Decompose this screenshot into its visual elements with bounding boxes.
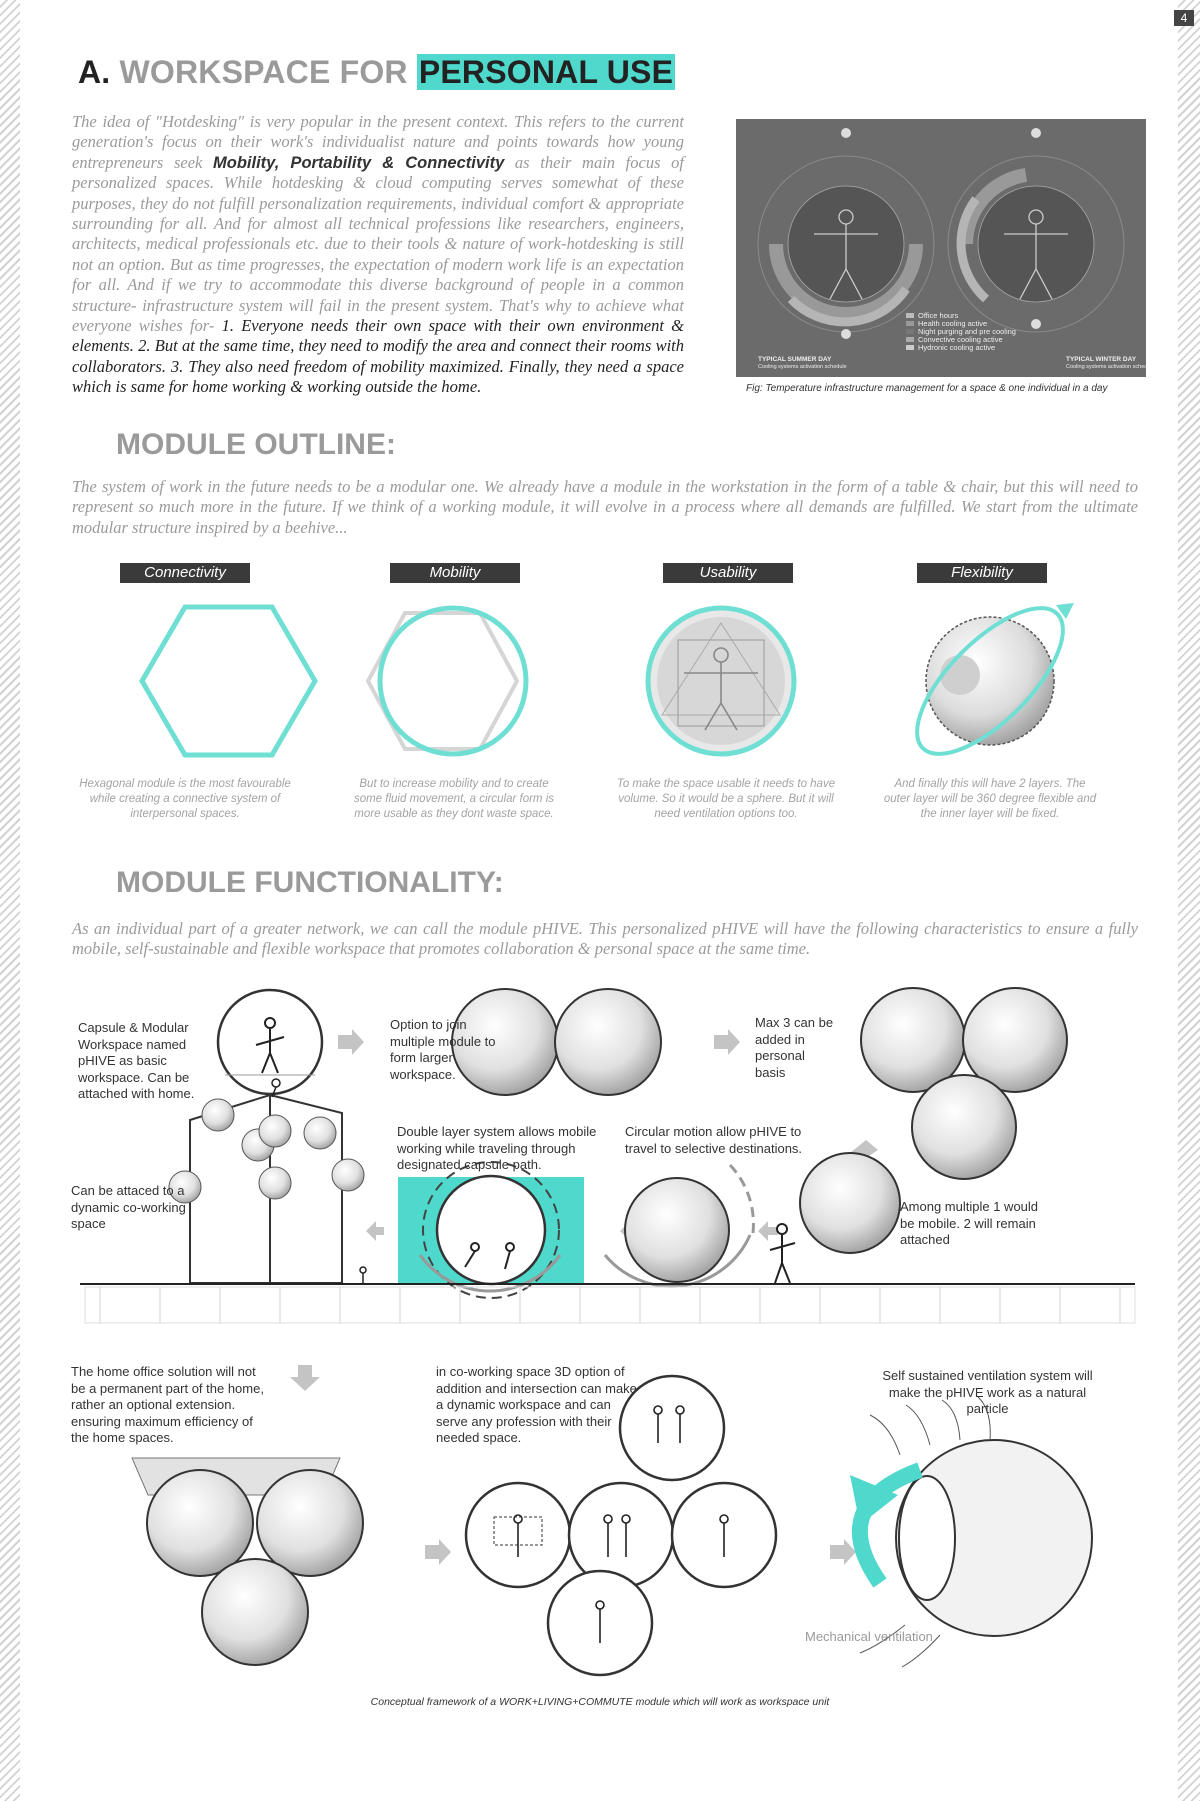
moon-icon: [841, 128, 851, 138]
label-join: Option to join multiple module to form larger workspace.: [390, 1017, 496, 1082]
hexagon-module: [142, 607, 315, 755]
summer-sub: Cooling systems activation schedule: [758, 364, 847, 370]
home-module: [257, 1470, 363, 1576]
title-highlight: PERSONAL USE: [418, 54, 674, 90]
figure-caption: Fig: Temperature infrastructure management for a space & one individual in a day: [746, 383, 1108, 394]
mobile-module: [800, 1153, 900, 1253]
module-functionality-text: As an individual part of a greater network, we can call the module pHIVE. This personalized pHIVE will have the following characteristics to ensure a fully mobile, self-sustainable and flexible workspace that promotes collaboration & personal space at the same time.: [72, 919, 1138, 959]
temperature-dials: [736, 119, 1146, 377]
intro-part-3: 1. Everyone needs their own space with their own environment & elements. 2. But at the same time, they need to modify the area and connect their rooms with collaborators. 3. They also need freedom of mobility maximized. Finally, they need a space which is same for home working & working outside the home.: [72, 316, 685, 397]
sun-icon: [1031, 319, 1041, 329]
label-ventilation: Self sustained ventilation system will make the pHIVE work as a natural particle: [882, 1368, 1093, 1416]
tag-usability: Usability: [663, 563, 793, 583]
circle-module: [380, 608, 526, 754]
legend-item: Convective cooling active: [918, 335, 1003, 344]
right-border-stripe: [1178, 0, 1200, 1801]
winter-label: TYPICAL WINTER DAY: [1066, 356, 1137, 363]
home-module: [147, 1470, 253, 1576]
module-outline-heading: MODULE OUTLINE:: [116, 428, 396, 461]
tag-mobility: Mobility: [390, 563, 520, 583]
page-title: [78, 54, 675, 91]
legend-item: Night purging and pre cooling: [918, 327, 1016, 336]
temperature-figure: [736, 119, 1146, 377]
intro-paragraph: [72, 112, 684, 398]
label-among: Among multiple 1 would be mobile. 2 will remain attached: [900, 1199, 1039, 1247]
caption-connectivity: Hexagonal module is the most favourable while creating a connective system of interpersonal spaces.: [79, 778, 291, 820]
label-attach: Can be attaced to a dynamic co-working space: [71, 1183, 186, 1231]
caption-mobility: But to increase mobility and to create some fluid movement, a circular form is more usable as they dont waste space.: [353, 778, 555, 820]
moon-icon: [1031, 128, 1041, 138]
title-prefix: A.: [78, 54, 111, 90]
home-module: [202, 1559, 308, 1665]
diagram-caption: Conceptual framework of a WORK+LIVING+COMMUTE module which will work as workspace unit: [370, 1696, 830, 1708]
label-mechanical: Mechanical ventilation: [805, 1629, 933, 1644]
module-shapes: [80, 595, 1120, 770]
joined-module: [555, 989, 661, 1095]
tag-connectivity: Connectivity: [120, 563, 250, 583]
caption-flexibility: And finally this will have 2 layers. The outer layer will be 360 degree flexible and the inner layer will be fixed.: [883, 778, 1097, 820]
caption-usability: To make the space usable it needs to have volume. So it would be a sphere. But it will need ventilation options too.: [616, 778, 836, 820]
sun-icon: [841, 329, 851, 339]
left-border-stripe: [0, 0, 20, 1801]
module-outline-text: The system of work in the future needs to be a modular one. We already have a module in the workstation in the form of a table & chair, but this will need to represent so much more in the future. If we think of a working module, it will evolve in a process where all demands are fulfilled. We start from the ultimate modular structure inspired by a beehive...: [72, 477, 1138, 537]
intro-emphasis: Mobility, Portability & Connectivity: [213, 153, 505, 172]
intro-part-2: as their main focus of personalized spaces. While hotdesking & cloud computing serves somewhat of these purposes, they do not fulfill personalization requirements, individual comfort & appropriate surrounding for all. And for almost all technical professions like researchers, engineers, architects, medical professionals etc. due to their tools & nature of work-hotdesking is still not an option. But as time progresses, the expectation of modern work life is an expectation for all. And if we try to accommodate this diverse background of people in a common structure- infrastructure system will fail in the present system. That's why to achieve what everyone wishes for-: [72, 152, 684, 336]
legend-item: Office hours: [918, 311, 959, 320]
label-cowork: in co-working space 3D option of addition and intersection can make a dynamic workspace and can serve any profession with their needed space.: [436, 1364, 637, 1445]
page-number: 4: [1174, 10, 1194, 26]
triple-module: [912, 1075, 1016, 1179]
legend-item: Health cooling active: [918, 319, 988, 328]
title-grey: WORKSPACE FOR: [119, 54, 408, 90]
label-home: The home office solution will not be a permanent part of the home, rather an optional extension. ensuring maximum efficiency of the home spaces.: [71, 1364, 264, 1445]
traveling-module: [625, 1178, 729, 1282]
label-capsule: Capsule & Modular Workspace named pHIVE as basic workspace. Can be attached with home.: [78, 1020, 195, 1101]
mobile-capsule: [437, 1176, 545, 1284]
label-circular: Circular motion allow pHIVE to travel to selective destinations.: [625, 1124, 803, 1156]
winter-sub: Cooling systems activation schedule: [1066, 364, 1146, 370]
label-double-layer: Double layer system allows mobile working while traveling through designated capsule path.: [397, 1124, 597, 1172]
tag-flexibility: Flexibility: [917, 563, 1047, 583]
functionality-diagram: [60, 985, 1140, 1695]
intro-part-1: The idea of "Hotdesking" is very popular in the present context. This refers to the current generation's focus on their work's individualist nature and points towards how young entrepreneurs seek: [72, 112, 684, 172]
label-max3: Max 3 can be added in personal basis: [755, 1015, 834, 1080]
module-functionality-heading: MODULE FUNCTIONALITY:: [116, 866, 504, 899]
legend-item: Hydronic cooling active: [918, 343, 996, 352]
summer-label: TYPICAL SUMMER DAY: [758, 356, 832, 363]
